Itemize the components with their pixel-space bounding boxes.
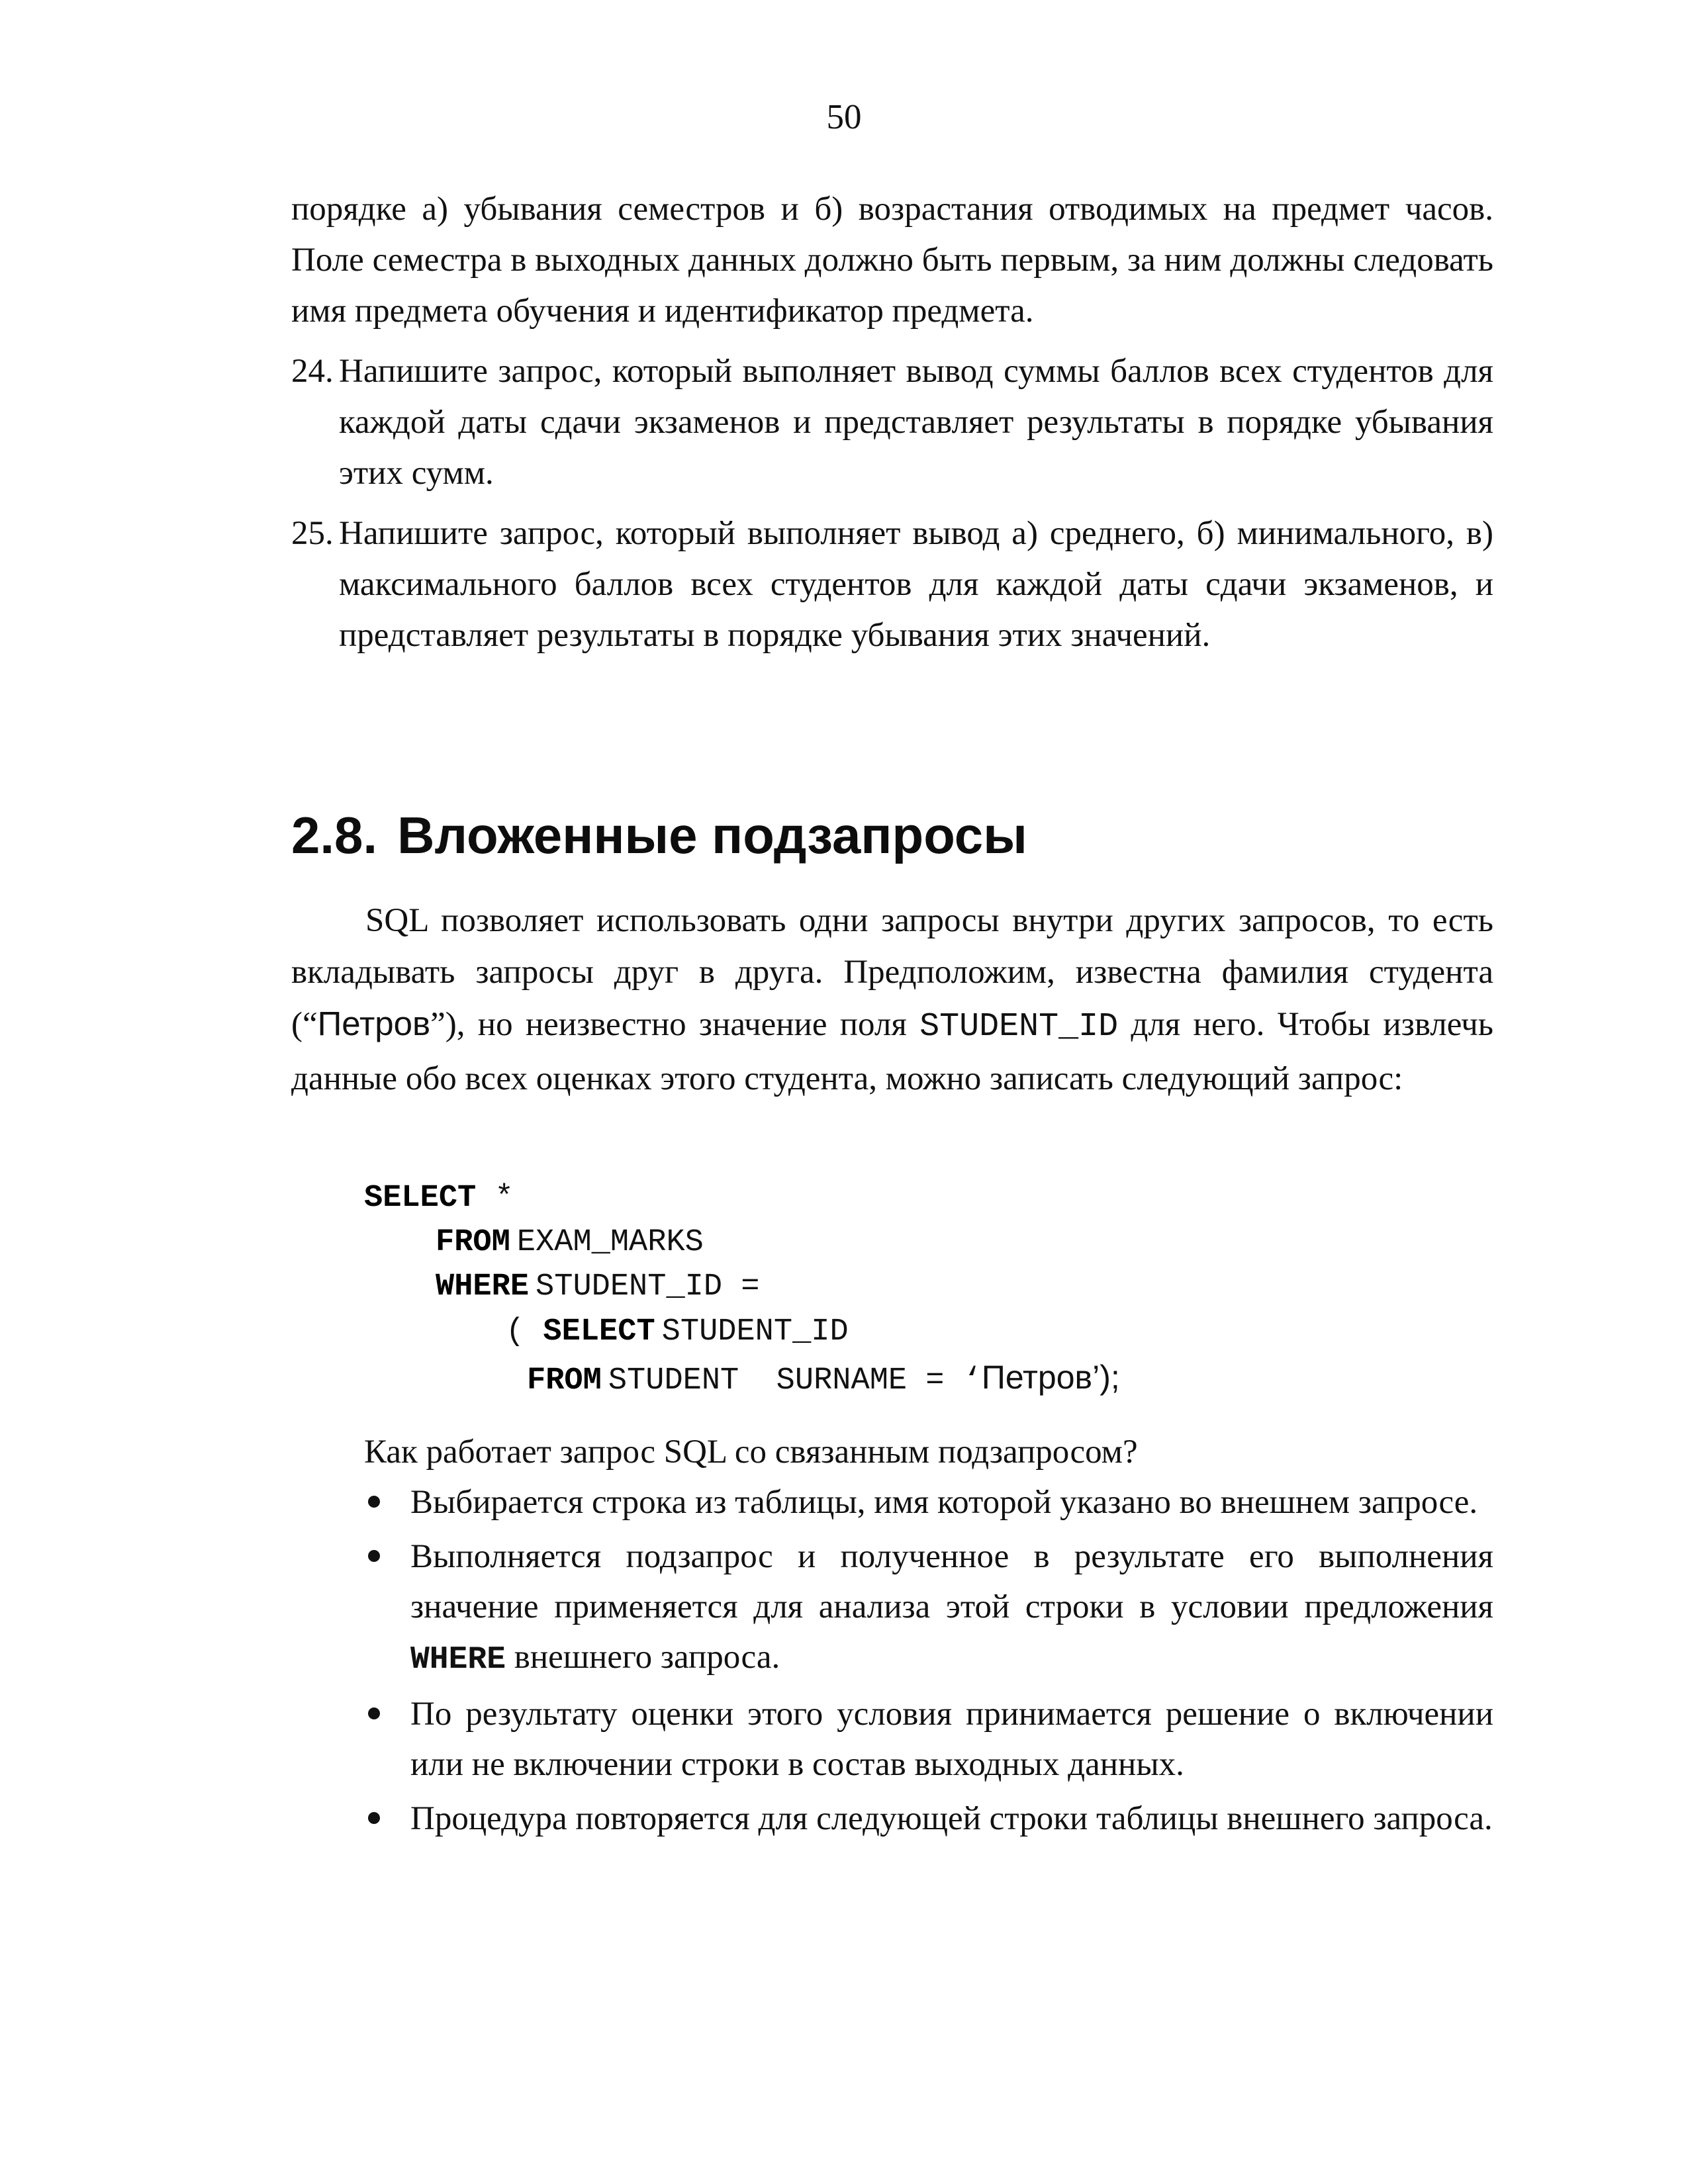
list-item-text: Выполняется подзапрос и полученное в результате его выполнения значение применяется для анализа этой строки в условии предложения (410, 1538, 1493, 1625)
code-text: STUDENT_ID = (536, 1269, 760, 1304)
code-text: STUDENT SURNAME = ‘ (608, 1363, 982, 1398)
exercise-number: 24. (291, 353, 334, 390)
question-text: Как работает запрос SQL со связанным подзапросом? (364, 1433, 1138, 1471)
field-name: STUDENT_ID (919, 1008, 1119, 1046)
bullet-icon (368, 1496, 380, 1508)
exercise-text: Напишите запрос, который выполняет вывод суммы баллов всех студентов для каждой даты сдачи экзаменов и представляет результаты в порядке убывания этих сумм. (339, 353, 1493, 492)
code-text: ( (506, 1314, 543, 1349)
bullet-list (364, 1477, 1493, 1848)
list-item-text: По результату оценки этого условия принимается решение о включении или не включении строки в состав выходных данных. (410, 1696, 1493, 1783)
student-name: Петров (317, 1005, 431, 1042)
section-number: 2.8. (291, 806, 378, 864)
section-title: Вложенные подзапросы (397, 806, 1027, 864)
sql-keyword: FROM (436, 1225, 510, 1260)
exercise-number: 25. (291, 515, 334, 552)
code-line-5 (527, 1355, 1120, 1403)
code-text: STUDENT_ID (661, 1314, 849, 1349)
list-item-text: Выбирается строка из таблицы, имя которой указано во внешнем запросе. (410, 1484, 1478, 1521)
intro-paragraph (291, 895, 1493, 1105)
exercise-25 (291, 508, 1493, 661)
list-item (364, 1477, 1493, 1527)
section-heading (291, 802, 1027, 868)
sql-keyword: SELECT (543, 1314, 655, 1349)
intro-text-1: SQL позволяет использовать одни запросы внутри других запросов, то есть вкладывать запросы друг в друга. Предположим, известна фамилия студента (“ (291, 902, 1493, 1043)
code-line-1 (364, 1177, 514, 1220)
intro-text-2: ”), но неизвестно значение поля (430, 1006, 920, 1043)
code-line-3 (436, 1265, 760, 1309)
list-item (364, 1531, 1493, 1685)
code-text: * (476, 1181, 514, 1216)
sql-keyword: FROM (527, 1363, 602, 1398)
code-student-name: Петров (981, 1359, 1093, 1396)
list-item-text: Процедура повторяется для следующей строки таблицы внешнего запроса. (410, 1800, 1493, 1837)
page-number: 50 (826, 98, 862, 136)
sql-keyword: SELECT (364, 1181, 477, 1216)
list-item-text: внешнего запроса. (506, 1639, 780, 1676)
code-line-2 (436, 1221, 704, 1265)
bullet-icon (368, 1812, 380, 1824)
sql-keyword: WHERE (410, 1642, 506, 1678)
exercise-24 (291, 346, 1493, 499)
continuation-paragraph: порядке а) убывания семестров и б) возрастания отводимых на предмет часов. Поле семестра в выходных данных должно быть первым, за ним должны следовать имя предмета обучения и идентификатор предмета. (291, 191, 1493, 330)
sql-keyword: WHERE (436, 1269, 530, 1304)
code-text: EXAM_MARKS (516, 1225, 704, 1260)
code-text: ’); (1092, 1359, 1120, 1396)
intro-text-3: для него. Чтобы извлечь данные обо всех оценках этого студента, можно записать следующий запрос: (291, 1006, 1493, 1097)
list-item (364, 1689, 1493, 1790)
list-item (364, 1794, 1493, 1844)
exercise-text: Напишите запрос, который выполняет вывод а) среднего, б) минимального, в) максимального баллов всех студентов для каждой даты сдачи экзаменов, и представляет результаты в порядке убывания этих значений. (339, 515, 1493, 654)
bullet-icon (368, 1550, 380, 1562)
code-line-4 (506, 1310, 849, 1354)
bullet-icon (368, 1707, 380, 1719)
